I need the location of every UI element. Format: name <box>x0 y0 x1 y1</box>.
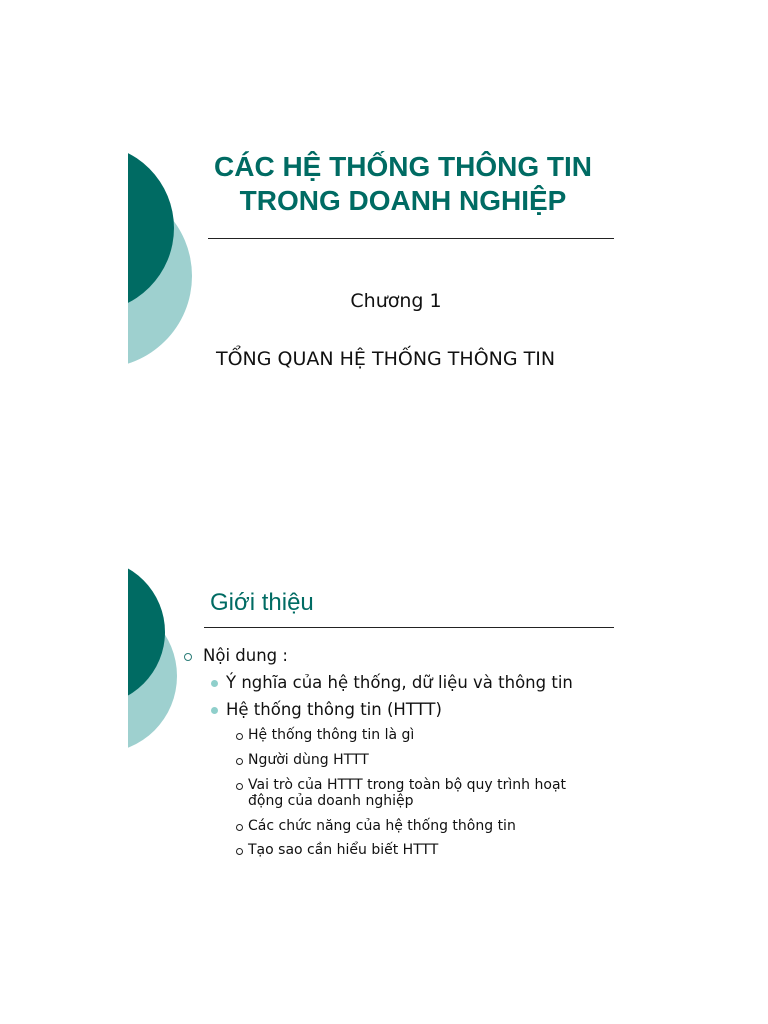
list-item-level3: Hệ thống thông tin là gì <box>248 727 415 743</box>
title-divider <box>208 238 614 239</box>
decorative-circles <box>0 512 200 752</box>
list-item-level2: Hệ thống thông tin (HTTT) <box>226 700 442 719</box>
list-item-level3: Các chức năng của hệ thống thông tin <box>248 818 516 834</box>
dark-teal-circle <box>6 144 174 312</box>
dark-teal-circle <box>19 559 165 705</box>
small-circle-bullet-icon <box>236 824 243 831</box>
list-item-level3: Người dùng HTTT <box>248 752 369 768</box>
circle-bullet-icon <box>184 653 192 661</box>
small-circle-bullet-icon <box>236 758 243 765</box>
title-line-2: TRONG DOANH NGHIỆP <box>239 185 567 216</box>
list-item-line: Vai trò của HTTT trong toàn bộ quy trình hoạt <box>248 777 567 793</box>
small-circle-bullet-icon <box>236 783 243 790</box>
slide-2 <box>0 512 768 1024</box>
title-line-1: CÁC HỆ THỐNG THÔNG TIN <box>214 151 592 182</box>
list-item-level3 <box>248 777 566 809</box>
chapter-label: Chương 1 <box>350 290 442 312</box>
dot-bullet-icon <box>211 680 218 687</box>
heading-divider <box>204 627 614 628</box>
slide-subtitle: TỔNG QUAN HỆ THỐNG THÔNG TIN <box>216 348 556 370</box>
slide-title <box>200 150 606 218</box>
small-circle-bullet-icon <box>236 848 243 855</box>
small-circle-bullet-icon <box>236 733 243 740</box>
list-item-level2: Ý nghĩa của hệ thống, dữ liệu và thông tin <box>226 673 573 692</box>
dot-bullet-icon <box>211 707 218 714</box>
list-item-level3: Tạo sao cần hiểu biết HTTT <box>248 842 439 858</box>
list-item-level1: Nội dung : <box>203 646 288 665</box>
decorative-circles <box>0 0 200 380</box>
list-item-line: động của doanh nghiệp <box>248 793 414 809</box>
slide-heading: Giới thiệu <box>210 589 314 616</box>
